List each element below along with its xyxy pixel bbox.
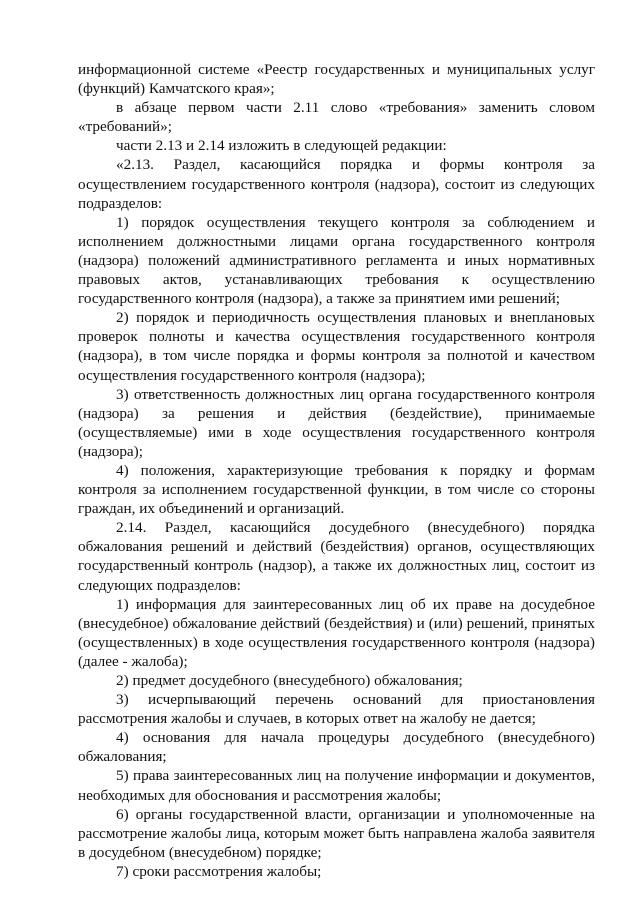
paragraph-section-2-13: «2.13. Раздел, касающийся порядка и формы контроля за осуществлением государственного контроля (надзора), состоит из следующих подразделов: bbox=[78, 156, 595, 212]
list-item-2-13-4: 4) положения, характеризующие требования к порядку и формам контроля за исполнением государственной функции, в том числе со стороны граждан, их объединений и организаций. bbox=[78, 461, 595, 518]
paragraph-system-registry: информационной системе «Реестр государственных и муниципальных услуг (функций) Камчатского края»; bbox=[78, 61, 595, 98]
list-item-2-14-5: 5) права заинтересованных лиц на получение информации и документов, необходимых для обоснования и рассмотрения жалобы; bbox=[78, 767, 595, 804]
document-body bbox=[78, 60, 595, 881]
paragraph-section-2-14: 2.14. Раздел, касающийся досудебного (внесудебного) порядка обжалования решений и действий (бездействия) органов, осуществляющих государственный контроль (надзор), а также их должностных лиц, состоит из следующих подразделов: bbox=[78, 519, 595, 594]
list-item-2-13-1: 1) порядок осуществления текущего контроля за соблюдением и исполнением должностными лицами органа государственного контроля (надзора) положений административного регламента и иных нормативных правовых актов, устанавливающих требования к осуществлению государственного контроля (надзора), а также за принятием ими решений; bbox=[78, 213, 595, 308]
paragraph-amend-2-11: в абзаце первом части 2.11 слово «требования» заменить словом «требований»; bbox=[78, 99, 595, 136]
list-item-2-13-3: 3) ответственность должностных лиц органа государственного контроля (надзора) за решения и действия (бездействие), принимаемые (осуществляемые) ими в ходе осуществления государственного контроля (надзора); bbox=[78, 385, 595, 460]
list-item-2-14-6: 6) органы государственной власти, организации и уполномоченные на рассмотрение жалобы лица, которым может быть направлена жалоба заявителя в досудебном (внесудебном) порядке; bbox=[78, 805, 595, 861]
list-item-2-14-7: 7) сроки рассмотрения жалобы; bbox=[116, 862, 322, 880]
list-item-2-13-2: 2) порядок и периодичность осуществления плановых и внеплановых проверок полноты и качества осуществления государственного контроля (надзора), в том числе порядка и формы контроля за полнотой и качеством осуществления государственного контроля (надзора); bbox=[78, 309, 595, 384]
list-item-2-14-2: 2) предмет досудебного (внесудебного) обжалования; bbox=[116, 672, 463, 689]
list-item-2-14-4: 4) основания для начала процедуры досудебного (внесудебного) обжалования; bbox=[78, 729, 595, 766]
list-item-2-14-1: 1) информация для заинтересованных лиц об их праве на досудебное (внесудебное) обжалование действий (бездействия) и (или) решений, принятых (осуществленных) в ходе осуществления государственного контроля (надзора) (далее - жалоба); bbox=[78, 595, 595, 670]
list-item-2-14-3: 3) исчерпывающий перечень оснований для приостановления рассмотрения жалобы и случаев, в которых ответ на жалобу не дается; bbox=[78, 691, 595, 728]
paragraph-restate-2-13-2-14: части 2.13 и 2.14 изложить в следующей редакции: bbox=[116, 137, 447, 155]
